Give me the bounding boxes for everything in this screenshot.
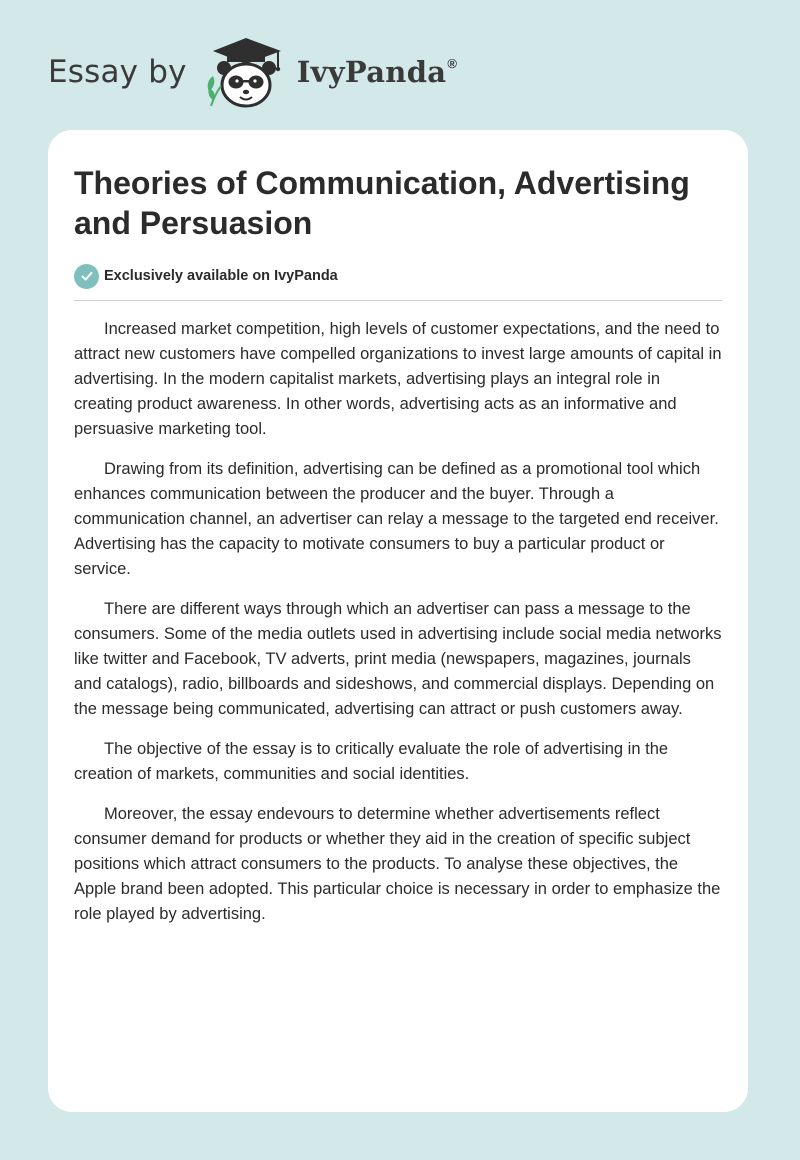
check-badge-icon xyxy=(74,264,99,289)
panda-logo-icon[interactable] xyxy=(203,34,289,110)
exclusive-label: Exclusively available on IvyPanda xyxy=(104,268,338,284)
exclusive-badge-row xyxy=(74,263,722,289)
registered-mark: ® xyxy=(447,56,458,71)
brand-name-text: IvyPanda xyxy=(296,55,447,89)
essay-card xyxy=(48,130,748,1112)
page-title: Theories of Communication, Advertising and Persuasion xyxy=(74,165,690,241)
essay-paragraph: The objective of the essay is to critically evaluate the role of advertising in the creation of markets, communities and social identities. xyxy=(74,740,669,783)
site-header xyxy=(48,34,457,110)
brand-name[interactable] xyxy=(297,55,458,89)
essay-by-label: Essay by xyxy=(48,54,187,90)
essay-paragraph: There are different ways through which an advertiser can pass a message to the consumers. Some of the media outlets used in advertising include social media networks like twitter and Facebook, TV adverts, print media (newspapers, magazines, journals and catalogs), radio, billboards and sideshows, and commercial displays. Depending on the message being communicated, advertising can attract or push customers away. xyxy=(74,600,722,718)
essay-paragraph: Drawing from its definition, advertising can be defined as a promotional tool which enhances communication between the producer and the buyer. Through a communication channel, an advertiser can relay a message to the targeted end receiver. Advertising has the capacity to motivate consumers to buy a particular product or service. xyxy=(74,460,719,578)
divider xyxy=(74,300,722,301)
essay-paragraph: Moreover, the essay endevours to determine whether advertisements reflect consumer demand for products or whether they aid in the creation of specific subject positions which attract consumers to the products. To analyse these objectives, the Apple brand been adopted. This particular choice is necessary in order to emphasize the role played by advertising. xyxy=(74,805,721,923)
essay-paragraph: Increased market competition, high levels of customer expectations, and the need to attract new customers have compelled organizations to invest large amounts of capital in advertising. In the modern capitalist markets, advertising plays an integral role in creating product awareness. In other words, advertising acts as an informative and persuasive marketing tool. xyxy=(74,320,722,438)
